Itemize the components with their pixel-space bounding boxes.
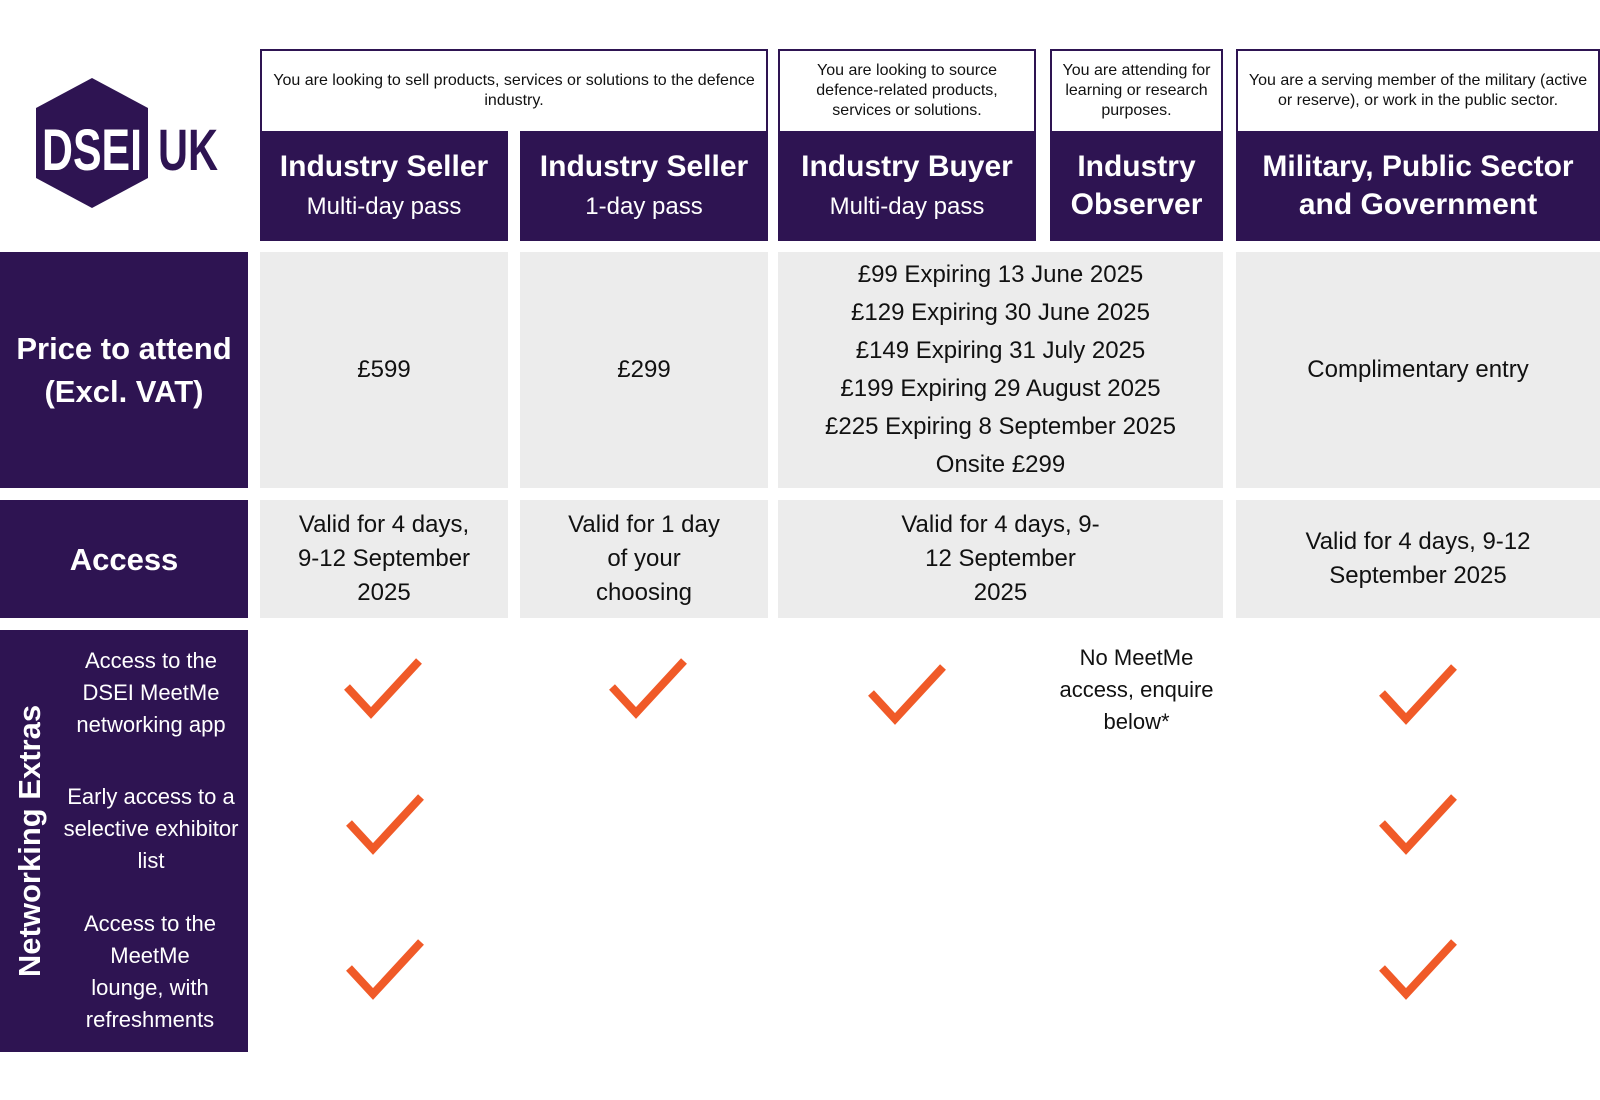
header-title: Industry Buyer — [801, 150, 1013, 183]
price-line: £149 Expiring 31 July 2025 — [855, 337, 1146, 364]
check-icon — [867, 663, 947, 725]
logo-uk-text: UK — [158, 118, 219, 183]
check-icon — [343, 657, 423, 719]
buyer-description: You are looking to source defence-related products, services or solutions. — [778, 49, 1036, 131]
header-subtitle: Multi-day pass — [306, 193, 462, 220]
header-industry-observer — [1050, 131, 1223, 241]
check-icon — [345, 938, 425, 1000]
price-buyer-observer — [778, 252, 1223, 488]
price-seller-day: £299 — [520, 252, 768, 488]
observer-meetme-note: No MeetMe access, enquire below* — [1059, 645, 1214, 734]
header-subtitle: Multi-day pass — [829, 193, 985, 220]
price-line: £199 Expiring 29 August 2025 — [840, 375, 1161, 402]
extra-meetme-lounge-label: Access to the MeetMe lounge, with refreshments — [83, 911, 217, 1032]
price-military: Complimentary entry — [1236, 252, 1600, 488]
networking-extras-label: Networking Extras — [12, 704, 48, 978]
seller-description: You are looking to sell products, services or solutions to the defence industry. — [260, 49, 768, 131]
header-title: Industry Observer — [1070, 150, 1203, 221]
price-line: Onsite £299 — [935, 451, 1066, 478]
check-icon — [1378, 793, 1458, 855]
check-icon — [608, 657, 688, 719]
check-icon — [1378, 663, 1458, 725]
logo-dsei-text: DSEI — [42, 118, 142, 183]
check-icon — [345, 793, 425, 855]
price-line: £99 Expiring 13 June 2025 — [857, 261, 1144, 288]
header-industry-buyer — [778, 131, 1036, 241]
header-industry-seller-day — [520, 131, 768, 241]
header-industry-seller-multi — [260, 131, 508, 241]
access-seller-multi: Valid for 4 days, 9-12 September 2025 — [260, 500, 508, 618]
observer-description: You are attending for learning or research purposes. — [1050, 49, 1223, 131]
access-buyer-observer: Valid for 4 days, 9-12 September 2025 — [778, 500, 1223, 618]
header-subtitle: 1-day pass — [585, 193, 703, 220]
row-label-networking — [0, 630, 248, 1052]
extra-meetme-app-label: Access to the DSEI MeetMe networking app — [76, 648, 226, 737]
access-military: Valid for 4 days, 9-12 September 2025 — [1236, 500, 1600, 618]
header-title: Industry Seller — [279, 150, 489, 183]
row-label-price: Price to attend (Excl. VAT) — [0, 252, 248, 488]
extra-exhibitor-list-label: Early access to a selective exhibitor list — [63, 784, 239, 873]
row-label-access: Access — [0, 500, 248, 618]
price-line: £129 Expiring 30 June 2025 — [851, 299, 1150, 326]
check-icon — [1378, 938, 1458, 1000]
price-line: £225 Expiring 8 September 2025 — [825, 413, 1176, 440]
price-seller-multi: £599 — [260, 252, 508, 488]
header-military-public-sector — [1236, 131, 1600, 241]
dsei-uk-logo — [30, 76, 230, 211]
access-seller-day: Valid for 1 day of your choosing — [520, 500, 768, 618]
military-description: You are a serving member of the military (active or reserve), or work in the public sector. — [1236, 49, 1600, 131]
header-title: Industry Seller — [539, 150, 749, 183]
header-title: Military, Public Sector and Government — [1262, 150, 1574, 221]
